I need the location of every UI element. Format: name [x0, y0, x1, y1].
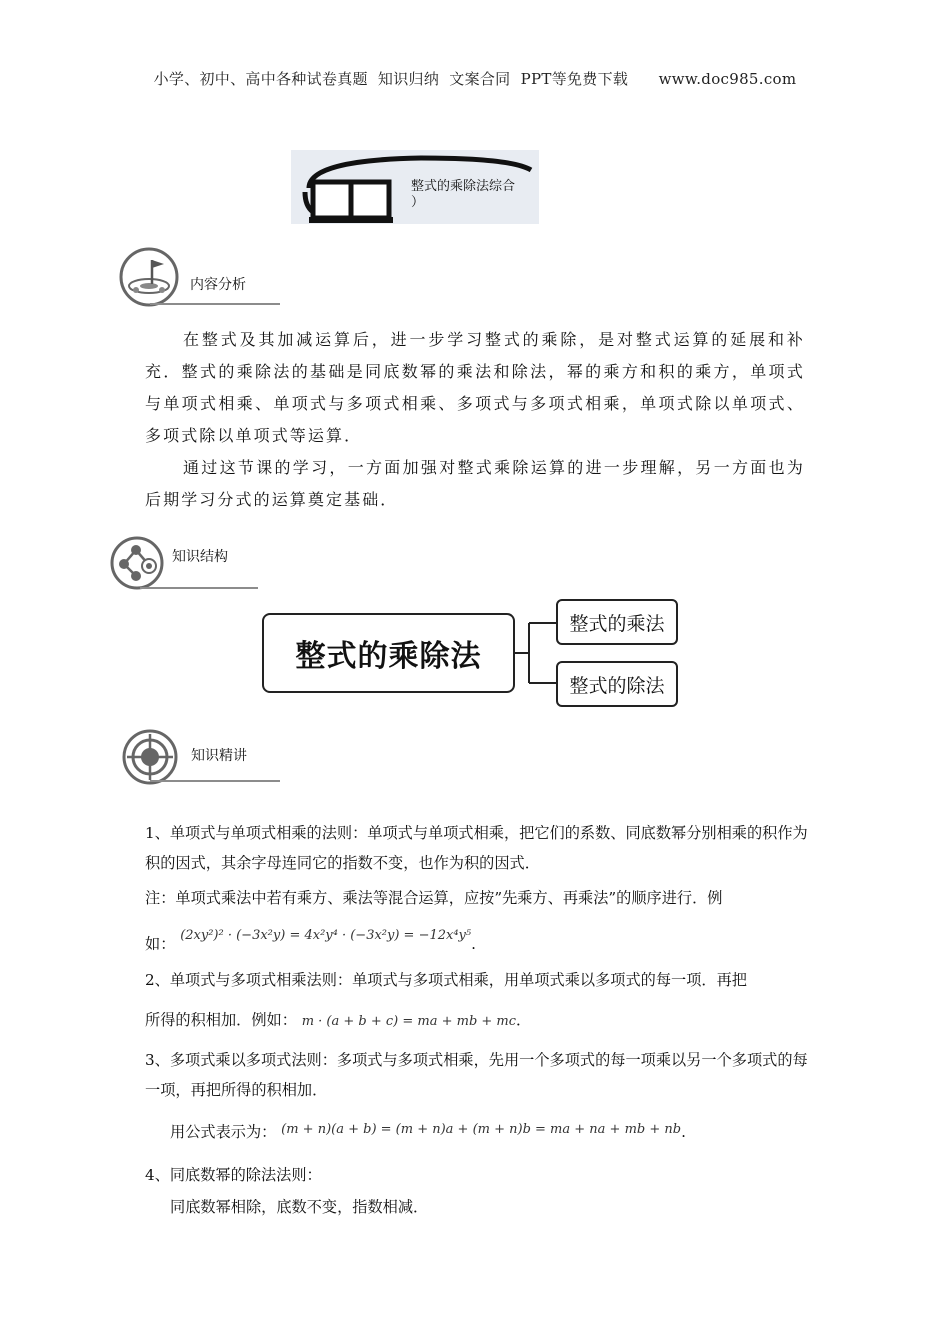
banner-title-line1: 整式的乘除法综合 [411, 179, 516, 194]
analysis-paragraph-1: 在整式及其加减运算后，进一步学习整式的乘除，是对整式运算的延展和补充．整式的乘除法的基础是同底数幂的乘法和除法，幂的乘方和积的乘方，单项式与单项式相乘、单项式与多项式相乘、多项式与多项式相乘，单项式除以单项式、多项式除以单项式等运算． [145, 330, 805, 445]
page-header: 小学、初中、高中各种试卷真题 知识归纳 文案合同 PPT等免费下载 www.doc985.com [153, 70, 797, 88]
point-2-text: 2、单项式与多项式相乘法则：单项式与多项式相乘，用单项式乘以多项式的每一项．再把 [145, 971, 747, 989]
formula-monomial-product: (2xy²)² · (−3x²y) = 4x²y⁴ · (−3x²y) = −12x⁴y⁵ [180, 928, 472, 943]
section-divider [140, 587, 258, 589]
point-3-formula-line [170, 1117, 810, 1149]
point-2-example [145, 1005, 810, 1037]
mindmap-connector [515, 610, 560, 690]
banner-title [411, 179, 541, 211]
section-divider [150, 303, 280, 305]
point-1-text: 1、单项式与单项式相乘的法则：单项式与单项式相乘，把它们的系数、同底数幂分别相乘的积作为积的因式，其余字母连同它的指数不变，也作为积的因式． [145, 824, 808, 872]
flag-target-icon [118, 246, 180, 308]
point-4-detail: 同底数幂相除，底数不变，指数相减． [170, 1198, 429, 1216]
section-label-knowledge-structure: 知识结构 [172, 549, 228, 565]
analysis-paragraph-2: 通过这节课的学习，一方面加强对整式乘除运算的进一步理解，另一方面也为后期学习分式的运算奠定基础． [145, 458, 805, 509]
banner-title-line2: ） [411, 195, 425, 210]
formula-distributive: m · (a + b + c) = ma + mb + mc [301, 1014, 517, 1029]
section-label-knowledge-lecture: 知识精讲 [191, 748, 247, 764]
point-2-continuation: 所得的积相加．例如： [145, 1011, 297, 1029]
formula-end: . [681, 1123, 686, 1141]
formula-polynomial-product: (m + n)(a + b) = (m + n)a + (m + n)b = ma + na + mb + nb [281, 1122, 682, 1137]
point-3-text: 3、多项式乘以多项式法则：多项式与多项式相乘，先用一个多项式的每一项乘以另一个多项式的每一项，再把所得的积相加． [145, 1051, 808, 1099]
mindmap-branch-multiplication: 整式的乘法 [556, 599, 678, 645]
network-icon [110, 536, 164, 590]
point-1-example [145, 929, 810, 961]
mindmap-branch-division: 整式的除法 [556, 661, 678, 707]
section-divider [150, 780, 280, 782]
point-4-text: 4、同底数幂的除法法则： [145, 1166, 322, 1184]
analysis-text [145, 324, 805, 516]
formula-end: ． [516, 1011, 532, 1029]
crosshair-icon [122, 729, 178, 785]
point-1-note: 注：单项式乘法中若有乘方、乘法等混合运算，应按”先乘方、再乘法”的顺序进行．例 [145, 889, 723, 907]
section-label-content-analysis: 内容分析 [190, 277, 246, 293]
formula-end: . [471, 935, 476, 953]
mindmap-main-node: 整式的乘除法 [262, 613, 515, 693]
example-prefix: 如： [145, 935, 176, 953]
formula-prefix: 用公式表示为： [170, 1123, 277, 1141]
